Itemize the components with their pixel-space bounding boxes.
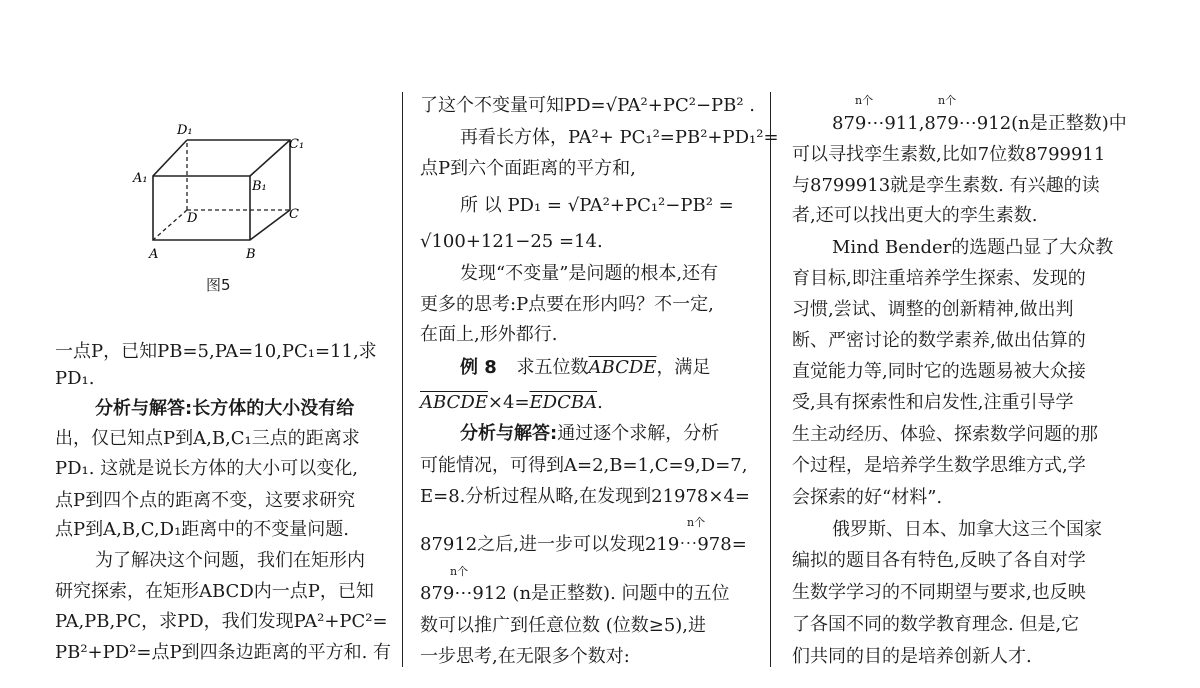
text-line: 研究探索，在矩形ABCD内一点P，已知	[55, 581, 374, 602]
text-line: 会探索的好“材料”.	[792, 487, 943, 508]
text-line: 可能情况，可得到A=2,B=1,C=9,D=7,	[420, 455, 748, 476]
n-count-annotation: n个	[855, 94, 874, 107]
text-line: 在面上,形外都行.	[420, 324, 558, 345]
text-line: 点P到A,B,C,D₁距离中的不变量问题.	[55, 519, 350, 540]
text-line: Mind Bender的选题凸显了大众教	[832, 237, 1114, 258]
n-count-annotation: n个	[450, 565, 469, 578]
cuboid-figure	[125, 118, 315, 268]
vertex-a-label: A	[149, 247, 159, 262]
text-line: 了这个不变量可知PD=√PA²+PC²−PB² .	[420, 95, 756, 116]
text-line: 为了解决这个问题，我们在矩形内	[95, 550, 365, 571]
text-line: 生数学学习的不同期望与要求,也反映	[792, 582, 1086, 603]
analysis-label: 分析与解答:长方体的大小没有给	[95, 398, 355, 419]
vertex-c1-label: C₁	[289, 137, 305, 152]
analysis-label: 分析与解答:	[460, 423, 558, 444]
text-line: 俄罗斯、日本、加拿大这三个国家	[832, 519, 1102, 540]
text-line: 习惯,尝试、调整的创新精神,做出判	[792, 299, 1074, 320]
text-line: 生主动经历、体验、探索数学问题的那	[792, 424, 1098, 445]
text-line: 受,具有探索性和启发性,注重引导学	[792, 392, 1074, 413]
text-line: 者,还可以找出更大的孪生素数.	[792, 205, 1038, 226]
period: .	[597, 392, 603, 413]
example-label: 例 8	[460, 357, 497, 378]
text-line: 更多的思考:P点要在形内吗？不一定,	[420, 294, 714, 315]
number-edcba: EDCBA	[529, 392, 598, 413]
column-divider-left	[402, 92, 403, 667]
analysis-line	[460, 422, 719, 446]
text-line: 与8799913就是孪生素数. 有兴趣的读	[792, 175, 1100, 196]
number-abcde: ABCDE	[588, 357, 657, 378]
n-count-annotation: n个	[687, 516, 706, 529]
text-line: 所 以 PD₁ = √PA²+PC₁²−PB² =	[460, 195, 734, 216]
number-abcde: ABCDE	[420, 392, 488, 413]
text-line: 可以寻找孪生素数,比如7位数8799911	[792, 144, 1106, 165]
text-line: 出，仅已知点P到A,B,C₁三点的距离求	[55, 428, 360, 449]
text-line: 87912之后,进一步可以发现219⋯978=	[420, 534, 747, 555]
text-line: 个过程，是培养学生数学思维方式,学	[792, 455, 1086, 476]
text-line: 点P到六个面距离的平方和,	[420, 158, 636, 179]
text-line: 一点P，已知PB=5,PA=10,PC₁=11,求	[55, 341, 377, 362]
text-line: 879⋯911,879⋯912(n是正整数)中	[832, 113, 1127, 134]
text-line: 再看长方体，PA²+ PC₁²=PB²+PD₁²=	[460, 127, 779, 148]
vertex-d-label: D	[187, 211, 198, 226]
text-line: 了各国不同的数学教育理念. 但是,它	[792, 614, 1080, 635]
n-count-annotation: n个	[938, 94, 957, 107]
analysis-text: 通过逐个求解，分析	[557, 423, 720, 444]
vertex-a1-label: A₁	[133, 171, 148, 186]
text-line: 育目标,即注重培养学生探索、发现的	[792, 268, 1086, 289]
text-line: 数可以推广到任意位数 (位数≥5),进	[420, 615, 707, 636]
times-four: ×4=	[487, 392, 530, 413]
vertex-c-label: C	[289, 207, 299, 222]
text-line: PA,PB,PC，求PD，我们发现PA²+PC²=	[55, 611, 388, 632]
vertex-b-label: B	[246, 247, 256, 262]
vertex-b1-label: B₁	[252, 179, 267, 194]
text-line: 发现“不变量”是问题的根本,还有	[460, 263, 719, 284]
text-line: PD₁. 这就是说长方体的大小可以变化,	[55, 458, 358, 479]
vertex-d1-label: D₁	[177, 123, 193, 138]
text-line: 们共同的目的是培养创新人才.	[792, 646, 1032, 667]
text-line: PD₁.	[55, 368, 95, 389]
text-line: 断、严密讨论的数学素养,做出估算的	[792, 330, 1086, 351]
text-line: PB²+PD²=点P到四条边距离的平方和. 有	[55, 642, 392, 663]
equation-line	[420, 391, 603, 415]
text-line: 879⋯912 (n是正整数). 问题中的五位	[420, 583, 730, 604]
column-divider-right	[770, 92, 771, 667]
example-tail: ，满足	[656, 357, 711, 378]
example-text: 求五位数	[516, 357, 589, 378]
text-line: E=8.分析过程从略,在发现到21978×4=	[420, 486, 750, 507]
figure-caption: 图5	[206, 276, 231, 294]
text-line: 直觉能力等,同时它的选题易被大众接	[792, 361, 1086, 382]
text-line: √100+121−25 =14.	[420, 231, 603, 252]
text-line: 点P到四个点的距离不变，这要求研究	[55, 490, 356, 511]
text-line	[95, 397, 354, 421]
example-8-line	[460, 356, 710, 380]
text-line: 一步思考,在无限多个数对:	[420, 646, 630, 667]
text-line: 编拟的题目各有特色,反映了各自对学	[792, 550, 1086, 571]
